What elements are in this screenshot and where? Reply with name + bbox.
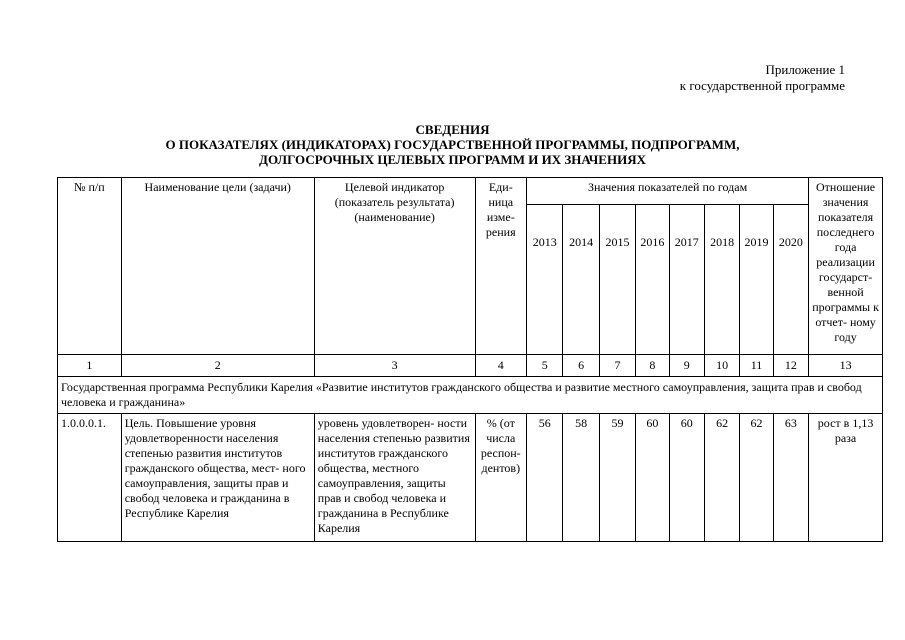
column-number: 8 (636, 355, 669, 377)
row-value: 60 (669, 414, 704, 542)
header-unit: Еди- ница изме- рения (475, 178, 527, 355)
program-title: Государственная программа Республики Карелия «Развитие институтов гражданского общества и развитие местного самоуправления, защита прав и свобод человека и гражданина» (58, 377, 883, 414)
year-header: 2014 (563, 205, 599, 355)
row-value: 62 (740, 414, 773, 542)
title-line-2: О ПОКАЗАТЕЛЯХ (ИНДИКАТОРАХ) ГОСУДАРСТВЕННОЙ ПРОГРАММЫ, ПОДПРОГРАММ, (165, 137, 740, 152)
column-number: 11 (740, 355, 773, 377)
row-value: 63 (773, 414, 808, 542)
appendix-line-2: к государственной программе (679, 78, 845, 93)
column-number: 7 (599, 355, 635, 377)
row-value: 60 (636, 414, 669, 542)
document-title (0, 122, 905, 167)
row-value: 56 (527, 414, 563, 542)
column-number: 1 (58, 355, 122, 377)
table-row (58, 414, 883, 542)
column-number-row (58, 355, 883, 377)
row-unit: % (от числа респон- дентов) (475, 414, 527, 542)
row-ratio: рост в 1,13 раза (809, 414, 883, 542)
year-header: 2017 (669, 205, 704, 355)
row-value: 62 (704, 414, 739, 542)
row-value: 59 (599, 414, 635, 542)
row-goal: Цель. Повышение уровня удовлетворенности населения степенью развития институтов гражданского общества, мест- ного самоуправления, защиты прав и свобод человека и гражданина в Республике Карелия (121, 414, 314, 542)
column-number: 9 (669, 355, 704, 377)
year-header: 2018 (704, 205, 739, 355)
appendix-label (680, 62, 845, 94)
row-indicator: уровень удовлетворен- ности населения степенью развития институтов гражданского общества, местного самоуправления, защиты прав и свобод человека и гражданина в Республике Карелия (314, 414, 475, 542)
column-number: 5 (527, 355, 563, 377)
title-line-1: СВЕДЕНИЯ (415, 122, 490, 137)
year-header: 2020 (773, 205, 808, 355)
row-value: 58 (563, 414, 599, 542)
year-header: 2015 (599, 205, 635, 355)
year-header: 2013 (527, 205, 563, 355)
title-line-3: ДОЛГОСРОЧНЫХ ЦЕЛЕВЫХ ПРОГРАММ И ИХ ЗНАЧЕНИЯХ (259, 152, 646, 167)
indicators-table (57, 177, 883, 542)
column-number: 2 (121, 355, 314, 377)
year-header: 2016 (636, 205, 669, 355)
row-num: 1.0.0.0.1. (58, 414, 122, 542)
header-goal: Наименование цели (задачи) (121, 178, 314, 355)
column-number: 3 (314, 355, 475, 377)
year-header: 2019 (740, 205, 773, 355)
column-number: 10 (704, 355, 739, 377)
header-num: № п/п (58, 178, 122, 355)
column-number: 13 (809, 355, 883, 377)
column-number: 12 (773, 355, 808, 377)
header-values-by-year: Значения показателей по годам (527, 178, 809, 205)
appendix-line-1: Приложение 1 (765, 62, 845, 77)
column-number: 6 (563, 355, 599, 377)
column-number: 4 (475, 355, 527, 377)
header-ratio: Отношение значения показателя последнего года реализации государст- венной программы к отчет- ному году (809, 178, 883, 355)
header-indicator: Целевой индикатор (показатель результата) (наименование) (314, 178, 475, 355)
table-header-row (58, 178, 883, 205)
program-row (58, 377, 883, 414)
